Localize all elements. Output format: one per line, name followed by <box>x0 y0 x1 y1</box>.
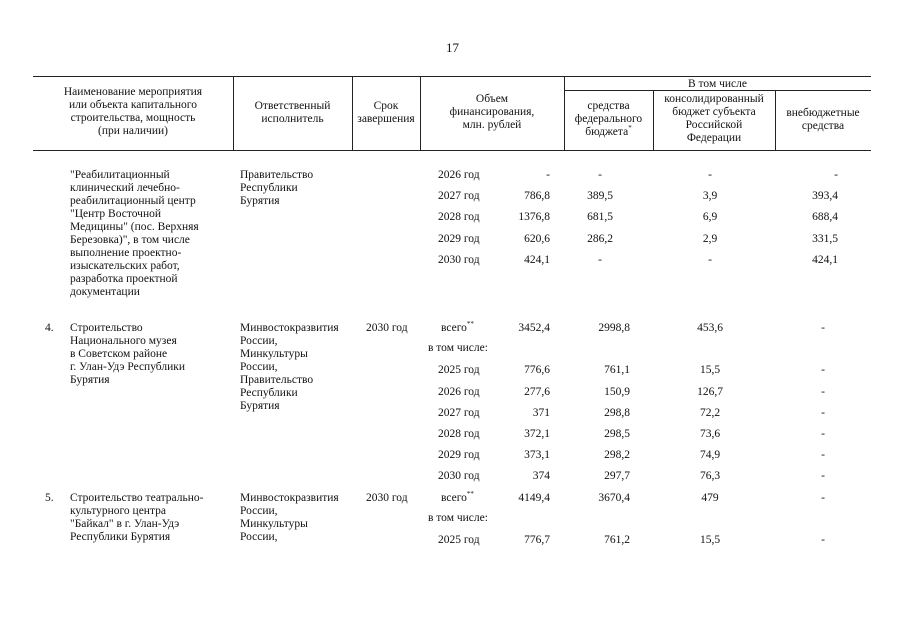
footnote-mark: ** <box>466 490 474 499</box>
extrabudget-value: - <box>821 428 825 440</box>
year-label: 2027 год <box>438 406 480 419</box>
header-deadline: Срок завершения <box>357 100 415 125</box>
extrabudget-value: - <box>821 364 825 377</box>
federal-value: 681,5 <box>587 211 613 224</box>
year-label: 2028 год <box>438 428 480 440</box>
subheader-including: в том числе: <box>428 342 488 355</box>
federal-value: 298,5 <box>604 428 630 440</box>
year-label: 2026 год <box>438 169 480 181</box>
header-extrabudget: внебюджетные средства <box>786 107 860 132</box>
total-label-text: всего <box>441 322 467 334</box>
federal-value: 298,8 <box>604 406 630 419</box>
volume-value: 277,6 <box>524 385 550 398</box>
footnote-mark: * <box>628 124 632 133</box>
extrabudget-value: - <box>821 406 825 419</box>
header-bottom-rule <box>33 150 871 151</box>
extrabudget-value: 393,4 <box>812 190 838 203</box>
volume-value: 786,8 <box>524 190 550 203</box>
table-top-rule <box>33 76 871 77</box>
extrabudget-value: 331,5 <box>812 232 838 245</box>
item-name: "Реабилитационный клинический лечебно- реабилитационный центр "Центр Восточной Медицины" (пос. Верхняя Березовка)", в том числе выполнение проектно- изыскательских работ, разработка проектной документации <box>70 169 199 298</box>
extrabudget-value: 424,1 <box>812 253 838 266</box>
federal-value: 761,1 <box>604 364 630 377</box>
extrabudget-value: 688,4 <box>812 211 838 224</box>
total-federal: 3670,4 <box>598 492 630 504</box>
total-consolidated: 453,6 <box>697 322 723 334</box>
consolidated-value: 3,9 <box>702 190 718 203</box>
year-label: 2025 год <box>438 364 480 377</box>
total-label <box>441 492 474 505</box>
federal-value: - <box>598 253 602 266</box>
header-volume: Объем финансирования, млн. рублей <box>449 93 535 131</box>
extrabudget-value: - <box>821 385 825 398</box>
consolidated-value: 15,5 <box>699 534 721 547</box>
total-label-text: всего <box>441 492 467 504</box>
consolidated-value: - <box>708 253 712 266</box>
header-federal <box>564 100 653 139</box>
consolidated-value: - <box>708 169 712 181</box>
consolidated-value: 15,5 <box>699 364 721 377</box>
year-label: 2030 год <box>438 253 480 266</box>
year-label: 2029 год <box>438 449 480 462</box>
footnote-mark: ** <box>466 320 474 329</box>
volume-value: 373,1 <box>524 449 550 462</box>
consolidated-value: 6,9 <box>702 211 718 224</box>
federal-value: 286,2 <box>587 232 613 245</box>
total-federal: 2998,8 <box>598 322 630 334</box>
year-label: 2030 год <box>438 470 480 483</box>
federal-value: 298,2 <box>604 449 630 462</box>
federal-value: 297,7 <box>604 470 630 483</box>
total-volume: 4149,4 <box>518 492 550 504</box>
year-label: 2028 год <box>438 211 480 224</box>
volume-value: 371 <box>532 406 550 419</box>
federal-value: - <box>598 169 602 181</box>
volume-value: 776,6 <box>524 364 550 377</box>
extrabudget-value: - <box>834 169 838 181</box>
item-name: Строительство театрально- культурного центра "Байкал" в г. Улан-Удэ Республики Бурятия <box>70 492 204 543</box>
total-label <box>441 322 474 335</box>
item-name: Строительство Национального музея в Советском районе г. Улан-Удэ Республики Бурятия <box>70 322 186 386</box>
federal-value: 150,9 <box>604 385 630 398</box>
deadline: 2030 год <box>366 492 408 504</box>
consolidated-value: 126,7 <box>697 385 723 398</box>
consolidated-value: 76,3 <box>699 470 721 483</box>
total-extrabudget: - <box>821 492 825 504</box>
row-number: 5. <box>45 492 54 504</box>
year-label: 2027 год <box>438 190 480 203</box>
volume-value: 374 <box>532 470 550 483</box>
volume-value: 372,1 <box>524 428 550 440</box>
federal-value: 761,2 <box>604 534 630 547</box>
subheader-including: в том числе: <box>428 512 488 525</box>
header-federal-label: средства федерального бюджета <box>574 100 643 138</box>
consolidated-value: 74,9 <box>699 449 721 462</box>
consolidated-value: 2,9 <box>702 232 718 245</box>
extrabudget-value: - <box>821 449 825 462</box>
year-label: 2025 год <box>438 534 480 547</box>
volume-value: 776,7 <box>524 534 550 547</box>
total-volume: 3452,4 <box>518 322 550 334</box>
deadline: 2030 год <box>366 322 408 334</box>
responsible-executor: Правительство Республики Бурятия <box>240 169 314 207</box>
year-label: 2026 год <box>438 385 480 398</box>
total-consolidated: 479 <box>701 492 719 504</box>
volume-value: 1376,8 <box>518 211 550 224</box>
row-number: 4. <box>45 322 54 334</box>
volume-value: 424,1 <box>524 253 550 266</box>
header-responsible: Ответственный исполнитель <box>254 100 331 125</box>
total-extrabudget: - <box>821 322 825 334</box>
year-label: 2029 год <box>438 232 480 245</box>
federal-value: 389,5 <box>587 190 613 203</box>
page-number: 17 <box>446 40 459 55</box>
extrabudget-value: - <box>821 470 825 483</box>
header-consolidated: консолидированный бюджет субъекта Российской Федерации <box>664 93 764 144</box>
extrabudget-value: - <box>821 534 825 547</box>
volume-value: - <box>546 169 550 181</box>
responsible-executor: Минвостокразвития России, Минкультуры России, <box>240 492 339 543</box>
volume-value: 620,6 <box>524 232 550 245</box>
consolidated-value: 72,2 <box>699 406 721 419</box>
consolidated-value: 73,6 <box>699 428 721 440</box>
responsible-executor: Минвостокразвития России, Минкультуры России, Правительство Республики Бурятия <box>240 322 339 412</box>
header-name: Наименование мероприятия или объекта капитального строительства, мощность (при наличии) <box>63 86 203 137</box>
header-including: В том числе <box>688 78 747 90</box>
